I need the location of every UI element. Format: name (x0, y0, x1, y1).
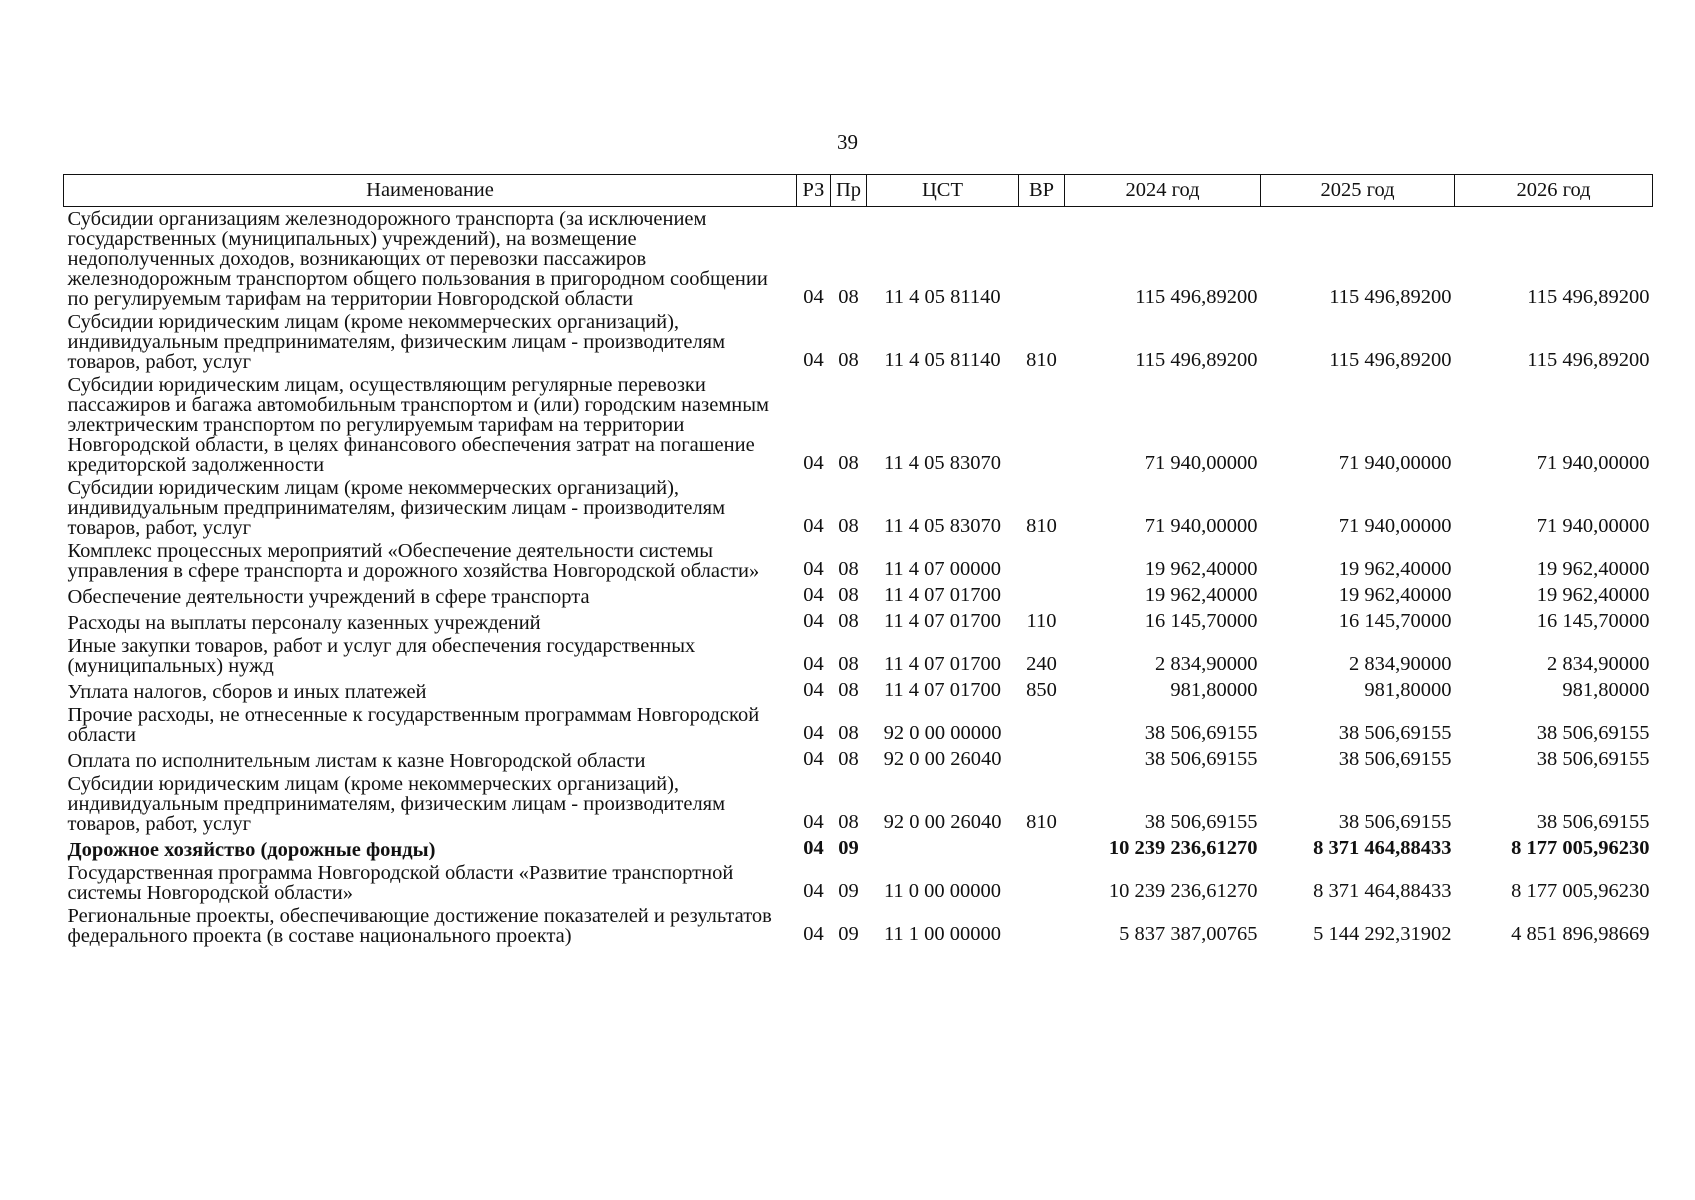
cell-pr: 09 (838, 923, 859, 945)
cell-rz: 04 (803, 515, 824, 537)
table-row (64, 310, 1653, 373)
cell-name: Субсидии юридическим лицам, осуществляющим регулярные перевозки пассажиров и багажа автомобильным транспортом и (или) городским наземным электрическим транспортом по регулируемым тарифам на территории Новгородской области, в целях финансового обеспечения затрат на погашение кредиторской задолженности (67, 374, 770, 476)
cell-cst: 92 0 00 00000 (883, 722, 1002, 744)
cell-rz: 04 (803, 452, 824, 474)
cell-2024: 38 506,69155 (1144, 811, 1258, 833)
table-row (64, 835, 1653, 861)
cell-pr: 08 (838, 811, 859, 833)
cell-pr: 08 (838, 679, 859, 701)
cell-2026: 2 834,90000 (1547, 653, 1650, 675)
cell-name: Субсидии юридическим лицам (кроме некоммерческих организаций), индивидуальным предпринимателям, физическим лицам - производителям товаров, работ, услуг (67, 477, 726, 539)
cell-2026: 8 177 005,96230 (1511, 837, 1650, 859)
cell-rz: 04 (803, 837, 824, 859)
cell-vr (1019, 539, 1065, 582)
cell-2025: 115 496,89200 (1329, 349, 1452, 371)
cell-2026: 38 506,69155 (1536, 748, 1650, 770)
cell-2026: 115 496,89200 (1527, 349, 1650, 371)
cell-vr (1019, 835, 1065, 861)
cell-name: Субсидии юридическим лицам (кроме некоммерческих организаций), индивидуальным предпринимателям, физическим лицам - производителям товаров, работ, услуг (67, 311, 726, 373)
cell-name: Субсидии организациям железнодорожного транспорта (за исключением государственных (муниципальных) учреждений), на возмещение недополученных доходов, возникающих от перевозки пассажиров железнодорожным транспортом общего пользования в пригородном сообщении по регулируемым тарифам на территории Новгородской области (67, 208, 768, 310)
cell-cst: 11 4 07 01700 (883, 679, 1002, 701)
cell-2025: 71 940,00000 (1338, 515, 1452, 537)
cell-rz: 04 (803, 679, 824, 701)
cell-cst: 11 4 05 81140 (884, 286, 1001, 308)
cell-2024: 16 145,70000 (1144, 610, 1258, 632)
table-row (64, 608, 1653, 634)
cell-rz: 04 (803, 811, 824, 833)
header-vr: ВР (1019, 175, 1065, 207)
cell-2025: 2 834,90000 (1349, 653, 1452, 675)
cell-2024: 38 506,69155 (1144, 722, 1258, 744)
table-row (64, 746, 1653, 772)
cell-cst: 11 4 05 83070 (883, 515, 1002, 537)
cell-cst: 11 4 07 01700 (883, 653, 1002, 675)
cell-name: Дорожное хозяйство (дорожные фонды) (67, 839, 436, 861)
cell-2026: 38 506,69155 (1536, 722, 1650, 744)
table-header-row (64, 175, 1653, 207)
cell-vr (1019, 582, 1065, 608)
cell-pr: 08 (838, 515, 859, 537)
cell-2025: 8 371 464,88433 (1313, 880, 1452, 902)
cell-2024: 115 496,89200 (1135, 286, 1258, 308)
cell-pr: 08 (838, 610, 859, 632)
table-body (64, 207, 1653, 948)
cell-2025: 19 962,40000 (1338, 558, 1452, 580)
cell-vr: 850 (1026, 679, 1057, 701)
cell-2026: 19 962,40000 (1536, 558, 1650, 580)
cell-name: Оплата по исполнительным листам к казне Новгородской области (67, 750, 646, 772)
cell-cst: 11 4 05 83070 (883, 452, 1002, 474)
cell-2024: 10 239 236,61270 (1108, 837, 1258, 859)
cell-cst: 11 4 07 01700 (883, 610, 1002, 632)
table-row (64, 539, 1653, 582)
cell-2024: 71 940,00000 (1144, 452, 1258, 474)
cell-pr: 08 (838, 558, 859, 580)
cell-pr: 08 (838, 748, 859, 770)
cell-pr: 08 (838, 584, 859, 606)
cell-rz: 04 (803, 349, 824, 371)
cell-vr: 810 (1026, 349, 1057, 371)
table-row (64, 861, 1653, 904)
cell-2024: 981,80000 (1170, 679, 1258, 701)
cell-cst (867, 835, 1019, 861)
cell-2025: 981,80000 (1364, 679, 1452, 701)
cell-2025: 16 145,70000 (1338, 610, 1452, 632)
header-cst: ЦСТ (867, 175, 1019, 207)
cell-name: Иные закупки товаров, работ и услуг для обеспечения государственных (муниципальных) нужд (67, 635, 696, 677)
cell-rz: 04 (803, 653, 824, 675)
cell-2024: 19 962,40000 (1144, 584, 1258, 606)
table-row (64, 904, 1653, 947)
cell-name: Расходы на выплаты персоналу казенных учреждений (67, 612, 541, 634)
cell-2026: 8 177 005,96230 (1511, 880, 1650, 902)
header-name: Наименование (64, 175, 797, 207)
cell-2026: 38 506,69155 (1536, 811, 1650, 833)
cell-vr: 240 (1026, 653, 1057, 675)
cell-vr (1019, 861, 1065, 904)
cell-vr: 110 (1026, 610, 1057, 632)
cell-cst: 11 0 00 00000 (883, 880, 1002, 902)
cell-rz: 04 (803, 610, 824, 632)
cell-cst: 11 4 05 81140 (884, 349, 1001, 371)
cell-pr: 08 (838, 653, 859, 675)
table-row (64, 373, 1653, 476)
table-row (64, 582, 1653, 608)
cell-2024: 71 940,00000 (1144, 515, 1258, 537)
table-row (64, 207, 1653, 311)
cell-2026: 4 851 896,98669 (1511, 923, 1650, 945)
cell-pr: 08 (838, 722, 859, 744)
cell-vr: 810 (1026, 515, 1057, 537)
cell-2025: 5 144 292,31902 (1313, 923, 1452, 945)
cell-cst: 11 4 07 00000 (883, 558, 1002, 580)
cell-rz: 04 (803, 584, 824, 606)
cell-name: Уплата налогов, сборов и иных платежей (67, 681, 427, 703)
cell-cst: 92 0 00 26040 (883, 748, 1002, 770)
cell-cst: 11 1 00 00000 (883, 923, 1002, 945)
cell-pr: 08 (838, 452, 859, 474)
page-number: 39 (837, 130, 858, 154)
cell-rz: 04 (803, 880, 824, 902)
header-2025: 2025 год (1261, 175, 1455, 207)
header-pr: Пр (831, 175, 867, 207)
cell-2024: 5 837 387,00765 (1119, 923, 1258, 945)
cell-pr: 09 (838, 837, 859, 859)
cell-name: Государственная программа Новгородской области «Развитие транспортной системы Новгородской области» (67, 862, 734, 904)
cell-2025: 115 496,89200 (1329, 286, 1452, 308)
cell-name: Комплекс процессных мероприятий «Обеспечение деятельности системы управления в сфере транспорта и дорожного хозяйства Новгородской области» (67, 540, 760, 582)
cell-vr (1019, 207, 1065, 311)
cell-2025: 71 940,00000 (1338, 452, 1452, 474)
cell-2025: 38 506,69155 (1338, 811, 1452, 833)
cell-pr: 08 (838, 286, 859, 308)
cell-rz: 04 (803, 722, 824, 744)
cell-vr (1019, 703, 1065, 746)
cell-rz: 04 (803, 558, 824, 580)
cell-rz: 04 (803, 748, 824, 770)
cell-2024: 38 506,69155 (1144, 748, 1258, 770)
cell-2026: 71 940,00000 (1536, 452, 1650, 474)
cell-name: Субсидии юридическим лицам (кроме некоммерческих организаций), индивидуальным предпринимателям, физическим лицам - производителям товаров, работ, услуг (67, 773, 726, 835)
cell-pr: 09 (838, 880, 859, 902)
cell-2025: 38 506,69155 (1338, 748, 1452, 770)
cell-2026: 16 145,70000 (1536, 610, 1650, 632)
cell-2025: 19 962,40000 (1338, 584, 1452, 606)
cell-vr: 810 (1026, 811, 1057, 833)
table-row (64, 772, 1653, 835)
cell-name: Региональные проекты, обеспечивающие достижение показателей и результатов федерального проекта (в составе национального проекта) (67, 905, 772, 947)
cell-vr (1019, 904, 1065, 947)
cell-vr (1019, 746, 1065, 772)
cell-vr (1019, 373, 1065, 476)
cell-2026: 19 962,40000 (1536, 584, 1650, 606)
cell-2025: 38 506,69155 (1338, 722, 1452, 744)
cell-rz: 04 (803, 923, 824, 945)
cell-name: Прочие расходы, не отнесенные к государственным программам Новгородской области (67, 704, 760, 746)
cell-cst: 92 0 00 26040 (883, 811, 1002, 833)
header-2024: 2024 год (1065, 175, 1261, 207)
cell-2025: 8 371 464,88433 (1313, 837, 1452, 859)
cell-2024: 2 834,90000 (1155, 653, 1258, 675)
cell-2026: 115 496,89200 (1527, 286, 1650, 308)
table-row (64, 476, 1653, 539)
cell-2024: 115 496,89200 (1135, 349, 1258, 371)
table-row (64, 677, 1653, 703)
cell-cst: 11 4 07 01700 (883, 584, 1002, 606)
cell-2026: 981,80000 (1562, 679, 1650, 701)
table-row (64, 703, 1653, 746)
cell-2026: 71 940,00000 (1536, 515, 1650, 537)
cell-2024: 19 962,40000 (1144, 558, 1258, 580)
table-row (64, 634, 1653, 677)
header-rz: РЗ (797, 175, 831, 207)
cell-name: Обеспечение деятельности учреждений в сфере транспорта (67, 586, 590, 608)
header-2026: 2026 год (1455, 175, 1653, 207)
budget-table (63, 174, 1653, 947)
cell-pr: 08 (838, 349, 859, 371)
cell-2024: 10 239 236,61270 (1108, 880, 1258, 902)
cell-rz: 04 (803, 286, 824, 308)
